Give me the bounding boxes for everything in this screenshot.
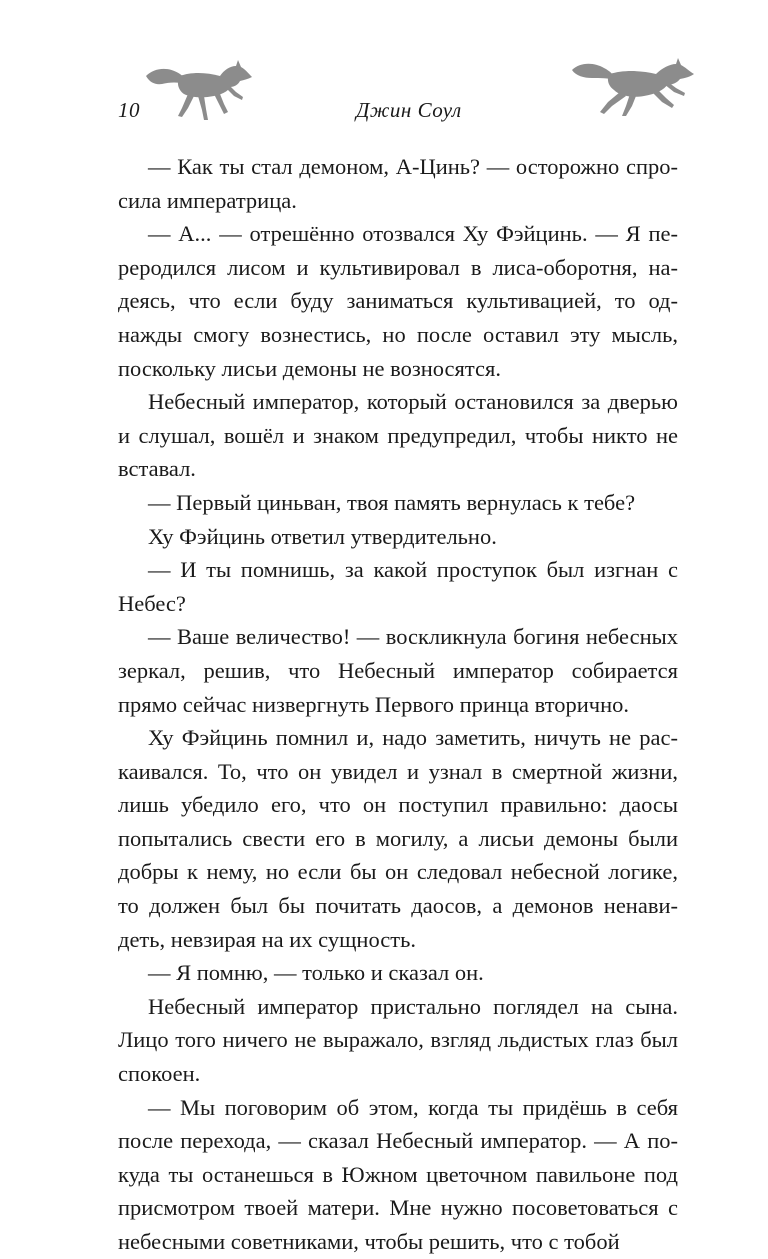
paragraph: — И ты помнишь, за какой проступок был изгнан с Небес? <box>118 557 678 616</box>
body-text <box>118 150 678 1259</box>
paragraph: Ху Фэйцинь ответил утвердительно. <box>148 523 497 549</box>
running-title: Джин Соул <box>356 98 462 122</box>
paragraph: — Я помню, — только и сказал он. <box>148 960 484 986</box>
paragraph: — Первый циньван, твоя память вернулась к тебе? <box>148 489 636 515</box>
paragraph: Небесный император пристально поглядел на сына. Лицо того ничего не выражало, взгляд льдистых глаз был спокоен. <box>118 993 678 1087</box>
paragraph: Небесный император, который остановился за дверью и слушал, вошёл и знаком предупредил, чтобы никто не вставал. <box>118 389 678 482</box>
paragraph: — Как ты стал демоном, А-Цинь? — осторожно спросила императрица. <box>118 154 678 213</box>
paragraph: Ху Фэйцинь помнил и, надо заметить, ничуть не раскаивался. То, что он увидел и узнал в смертной жизни, лишь убедило его, что он поступил правильно: даосы попытались свести его в могилу, а лисьи демоны были добры к нему, но если бы он следовал небесной логике, то должен был бы почитать даосов, а демонов ненавидеть, невзирая на их сущность. <box>118 725 678 952</box>
page-header <box>0 0 768 140</box>
running-fox-icon <box>142 54 254 124</box>
paragraph: — Мы поговорим об этом, когда ты придёшь в себя после перехода, — сказал Небесный император. — А покуда ты останешься в Южном цветочном павильоне под присмотром твоей матери. Мне нужно посоветоваться с небесными советниками, чтобы решить, что с тобой <box>118 1094 678 1254</box>
leaping-fox-icon <box>570 56 696 118</box>
paragraph: — Ваше величество! — воскликнула богиня небесных зеркал, решив, что Небесный император собирается прямо сейчас низвергнуть Первого принца вторично. <box>118 624 678 717</box>
page-number: 10 <box>118 98 140 122</box>
paragraph: — А... — отрешённо отозвался Ху Фэйцинь. — Я переродился лисом и культивировал в лиса-оборотня, надеясь, что если буду заниматься культивацией, то однажды смогу вознестись, но после оставил эту мысль, поскольку лисьи демоны не возносятся. <box>118 221 678 381</box>
